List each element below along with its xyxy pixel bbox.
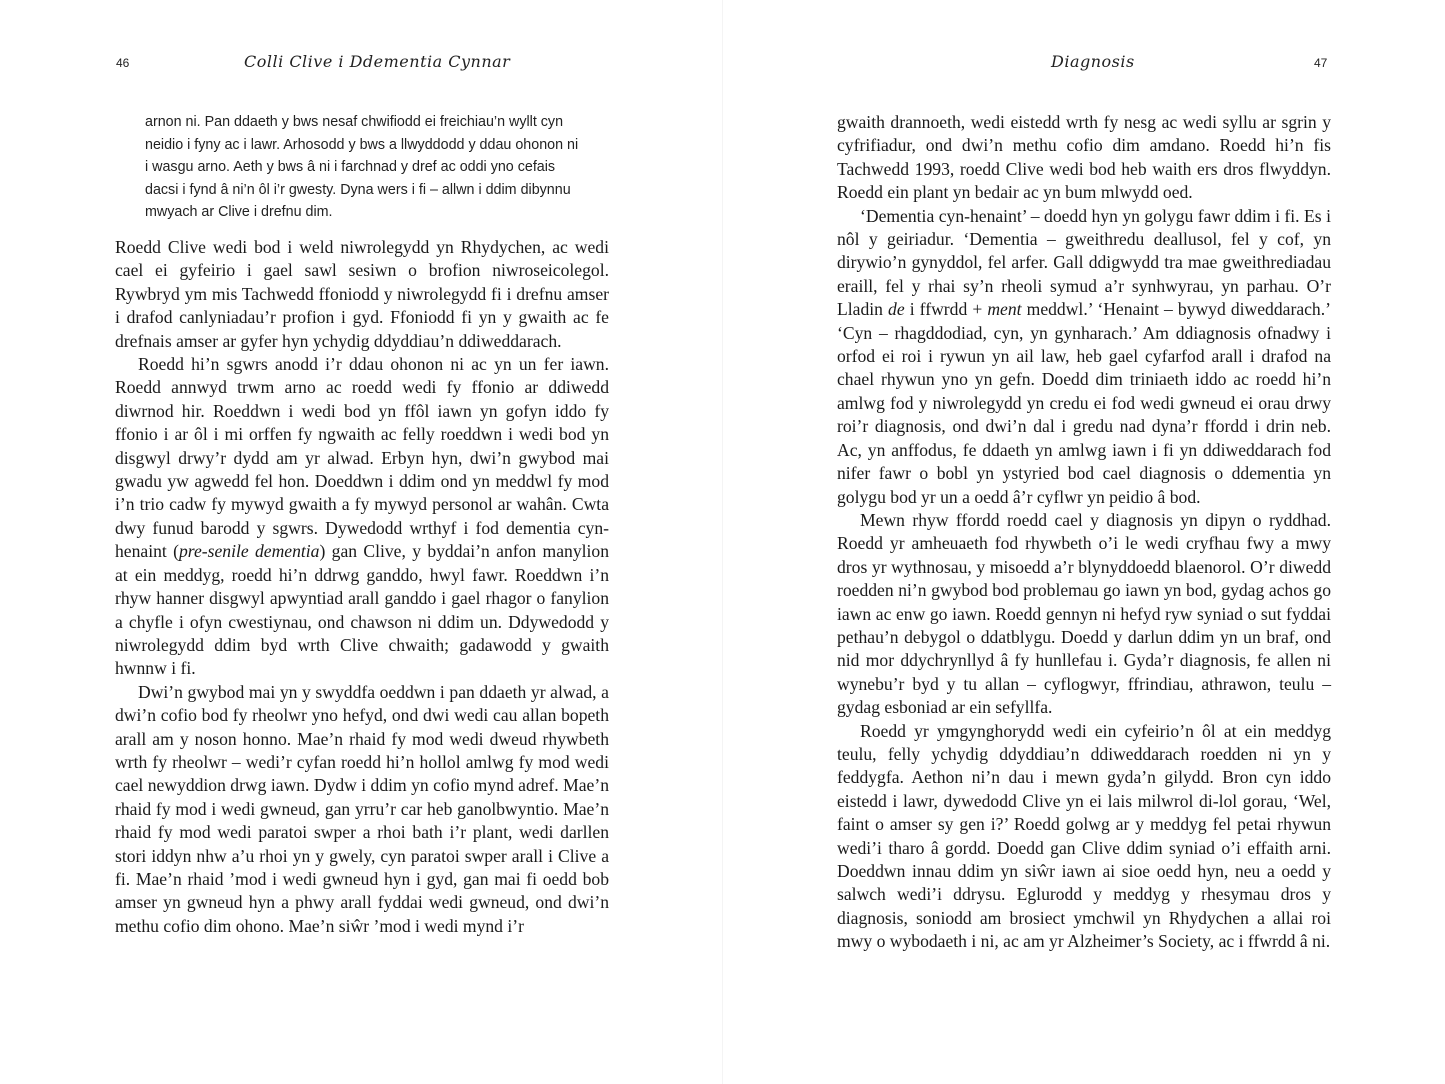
text-span: meddwl.’ ‘Henaint – bywyd diweddarach.’ ‘Cyn – rhagddodiad, cyn, yn gynharach.’ Am ddiagnosis ofnadwy i orfod ei roi i rywun yn ail law, heb gael cyfarfod arall i drafod na chael rhywun yno yn gefn. Doedd dim triniaeth iddo ac roedd hi’n amlwg fod y niwrolegydd yn credu ei fod wedi gwneud ei orau drwy roi’r diagnosis, ond dwi’n dal i gredu nad dyna’r ffordd i drin neb. Ac, yn anffodus, fe ddaeth yn amlwg iawn i fi yn ddiweddarach fod nifer fawr o bobl yn ystyried bod cael diagnosis o ddementia yn golygu bod yr un a oedd â’r cyflwr yn peidio â bod. — [837, 299, 1331, 507]
page-number-right: 47 — [1314, 56, 1328, 70]
paragraph: Roedd Clive wedi bod i weld niwrolegydd yn Rhydychen, ac wedi cael ei gyfeirio i gael sawl sesiwn o brofion niwroseicolegol. Rywbryd ym mis Tachwedd ffoniodd y niwrolegydd fi i drefnu amser i drafod canlyniadau’r profion i gyd. Ffoniodd fi yn y gwaith ac fe drefnais amser ar gyfer hyn ychydig ddyddiau’n ddiweddarach. — [115, 237, 609, 351]
quote-text: arnon ni. Pan ddaeth y bws nesaf chwifiodd ei freichiau’n wyllt cyn neidio i fyny ac i lawr. Arhosodd y bws a llwyddodd y ddau ohonon ni i wasgu arno. Aeth y bws â ni i farchnad y dref ac oddi yno cefais dacsi i fynd â ni’n ôl i’r gwesty. Dyna wers i fi – allwn i ddim dibynnu mwyach ar Clive i drefnu dim. — [145, 114, 579, 220]
italic-term: de — [888, 299, 905, 320]
paragraph: Roedd yr ymgynghorydd wedi ein cyfeirio’n ôl at ein meddyg teulu, felly ychydig ddyddiau’n ddiweddarach roedden ni yn y feddygfa. Aethon ni’n dau i mewn gyda’n gilydd. Bron cyn iddo eistedd i lawr, dywedodd Clive yn ei lais milwrol di-lol gorau, ‘Wel, faint o amser sy gen i?’ Roedd golwg ar y meddyg fel petai rhywun wedi’i tharo â gordd. Doedd gan Clive ddim syniad o’i effaith arni. Doeddwn innau ddim yn siŵr iawn ai sioe oedd hyn, neu a oedd y salwch wedi’i ddrysu. Eglurodd y meddyg y rhesymau dros y diagnosis, soniodd am brosiect ymchwil yn Rhydychen a allai roi mwy o wybodaeth i ni, ac am yr Alzheimer’s Society, ac i ffwrdd â ni. — [837, 720, 1331, 952]
running-head-right: Diagnosis — [1051, 52, 1135, 71]
paragraph: Mewn rhyw ffordd roedd cael y diagnosis yn dipyn o ryddhad. Roedd yr amheuaeth fod rhywbeth o’i le wedi cryfhau fwy a mwy dros yr wythnosau, y misoedd a’r blynyddoedd blaenorol. O’r diwedd roedden ni’n gwybod bod problemau go iawn yn bod, gydag achos go iawn ac enw go iawn. Roedd gennyn ni hefyd ryw syniad o sut fyddai pethau’n debygol o ddatblygu. Doedd y darlun ddim yn un braf, ond nid mor ddychrynllyd â fy hunllefau i. Gyda’r diagnosis, fe allen ni wynebu’r byd y tu allan – cyflogwyr, ffrindiau, athrawon, teulu – gydag esboniad ar ein sefyllfa. — [837, 509, 1331, 718]
page-number-left: 46 — [116, 56, 130, 70]
italic-term: ment — [987, 299, 1022, 320]
text-span: ) gan Clive, y byddai’n anfon manylion at ein meddyg, roedd hi’n ddrwg ganddo, hwyl fawr. Roeddwn i’n rhyw hanner disgwyl apwyntiad arall ganddo i gael rhagor o fanylion a chyfle i ofyn cwestiynau, ond chawson ni ddim un. Ddywedodd y niwrolegydd ddim byd wrth Clive chwaith; gadawodd y gwaith hwnnw i fi. — [115, 541, 610, 679]
body-text-left — [115, 236, 609, 938]
text-span: ‘Dementia cyn-henaint’ – doedd hyn yn golygu fawr ddim i fi. Es i nôl y geiriadur. ‘Dementia – gweithredu deallusol, fel y cof, yn dirywio’n gynyddol, fel arfer. Gall ddigwydd tra mae gweithrediadau eraill, fel y rhai sy’n rheoli symud a’r synhwyrau, yn parhau. O’r Lladin — [837, 205, 1331, 320]
block-quote — [145, 111, 585, 224]
left-page — [0, 0, 722, 1084]
paragraph: gwaith drannoeth, wedi eistedd wrth fy nesg ac wedi syllu ar sgrin y cyfrifiadur, ond dwi’n methu cofio dim amdano. Roedd hi’n fis Tachwedd 1993, roedd Clive wedi bod heb waith ers dros flwyddyn. Roedd ein plant yn bedair ac yn bum mlwydd oed. — [837, 112, 1331, 203]
body-text-right — [837, 111, 1331, 954]
paragraph — [115, 353, 609, 681]
running-head-left: Colli Clive i Ddementia Cynnar — [244, 52, 511, 71]
paragraph — [837, 205, 1331, 509]
italic-term: pre-senile dementia — [178, 541, 320, 562]
text-span: Roedd hi’n sgwrs anodd i’r ddau ohonon ni ac yn un fer iawn. Roedd annwyd trwm arno ac roedd wedi fy ffonio ar ddiwedd diwrnod hir. Roeddwn i wedi bod yn ffôl iawn yn gofyn iddo fy ffonio i ar ôl i mi orffen fy ngwaith ac felly roeddwn i wedi bod yn disgwyl drwy’r dydd am yr alwad. Erbyn hyn, dwi’n gwybod mai gwadu yw agwedd fel hon. Doeddwn i ddim ond yn meddwl fy mod i’n trio cadw fy mywyd gwaith a fy mywyd personol ar wahân. Cwta dwy funud barodd y sgwrs. Dywedodd wrthyf i fod dementia cyn-henaint ( — [115, 354, 609, 562]
text-span: i ffwrdd + — [904, 299, 988, 320]
paragraph: Dwi’n gwybod mai yn y swyddfa oeddwn i pan ddaeth yr alwad, a dwi’n cofio bod fy rheolwr yno hefyd, ond dwi wedi cau allan bopeth arall am y noson honno. Mae’n rhaid fy mod wedi dweud rhywbeth wrth fy rheolwr – wedi’r cyfan roedd hi’n hollol amlwg fy mod wedi cael newyddion drwg iawn. Dydw i ddim yn cofio mynd adref. Mae’n rhaid fy mod i wedi gwneud, gan yrru’r car heb ganolbwyntio. Mae’n rhaid fy mod wedi paratoi swper a rhoi bath i’r plant, wedi darllen stori iddyn nhw a’u rhoi yn y gwely, cyn paratoi swper arall i Clive a fi. Mae’n rhaid ’mod i wedi gwneud hyn i gyd, gan mai fi oedd bob amser yn gwneud hyn a phwy arall fyddai wedi gwneud, ond dwi’n methu cofio dim ohono. Mae’n siŵr ’mod i wedi mynd i’r — [115, 681, 609, 936]
